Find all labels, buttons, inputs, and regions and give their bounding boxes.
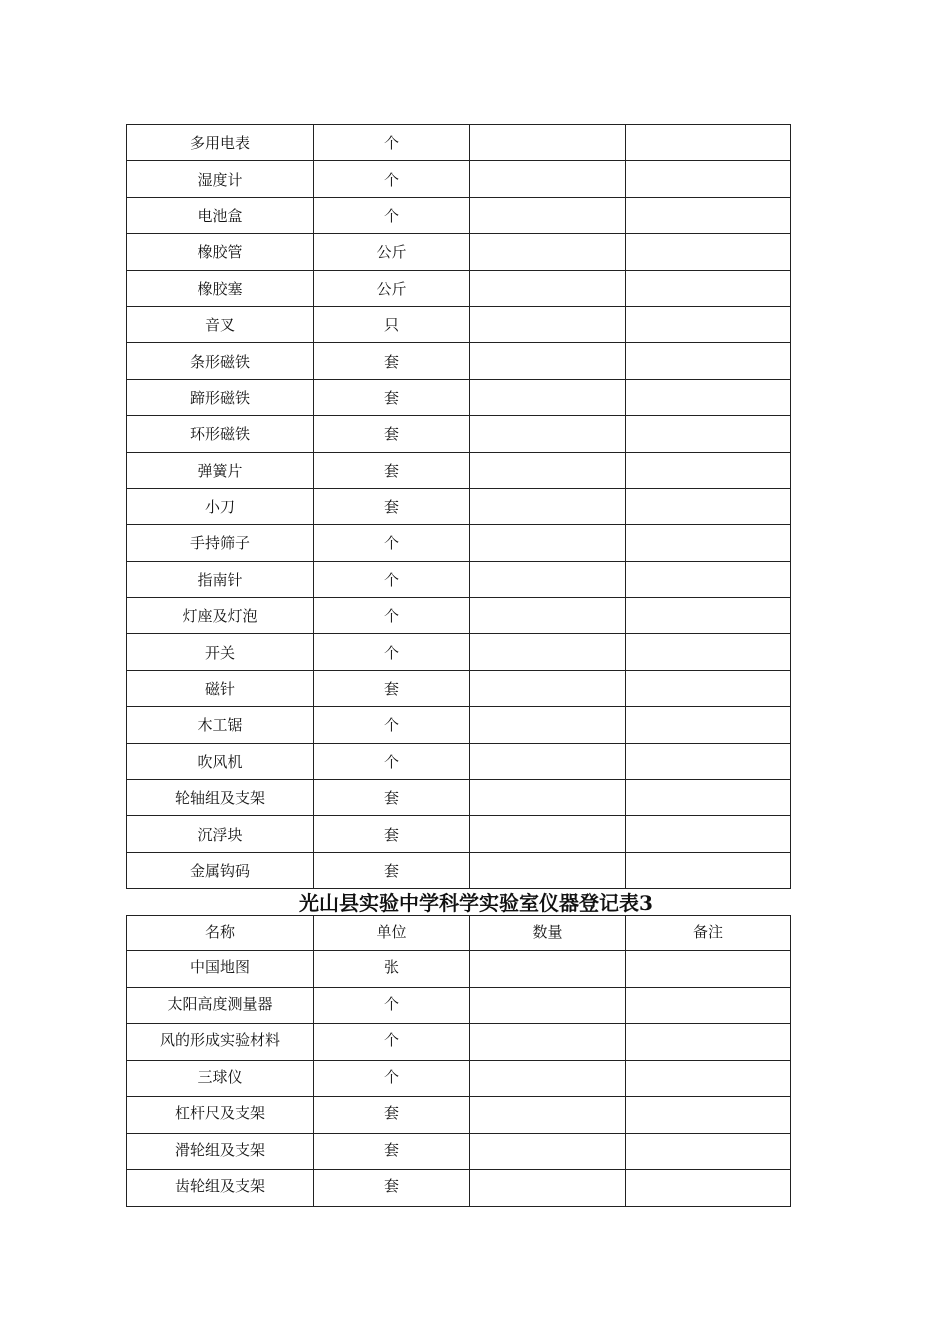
cell-note	[626, 1133, 791, 1170]
cell-unit: 个	[314, 598, 470, 634]
cell-name: 木工锯	[127, 707, 314, 743]
cell-note	[626, 234, 791, 270]
table-row	[127, 488, 791, 524]
table-row	[127, 270, 791, 306]
cell-quantity	[470, 1060, 626, 1097]
table-row	[127, 379, 791, 415]
cell-note	[626, 707, 791, 743]
cell-name: 三球仪	[127, 1060, 314, 1097]
cell-unit: 套	[314, 670, 470, 706]
cell-quantity	[470, 852, 626, 888]
cell-name: 指南针	[127, 561, 314, 597]
cell-unit: 个	[314, 197, 470, 233]
table-row	[127, 634, 791, 670]
cell-note	[626, 306, 791, 342]
cell-name: 吹风机	[127, 743, 314, 779]
cell-name: 电池盒	[127, 197, 314, 233]
cell-quantity	[470, 951, 626, 988]
table-row	[127, 343, 791, 379]
cell-quantity	[470, 525, 626, 561]
cell-note	[626, 852, 791, 888]
table-row	[127, 1024, 791, 1061]
cell-note	[626, 670, 791, 706]
cell-note	[626, 488, 791, 524]
cell-name: 灯座及灯泡	[127, 598, 314, 634]
cell-quantity	[470, 598, 626, 634]
table-row	[127, 561, 791, 597]
cell-note	[626, 379, 791, 415]
cell-unit: 个	[314, 161, 470, 197]
cell-quantity	[470, 416, 626, 452]
cell-quantity	[470, 1024, 626, 1061]
table-row	[127, 525, 791, 561]
cell-quantity	[470, 306, 626, 342]
cell-unit: 公斤	[314, 234, 470, 270]
cell-unit: 套	[314, 488, 470, 524]
cell-note	[626, 1097, 791, 1134]
cell-quantity	[470, 987, 626, 1024]
cell-quantity	[470, 634, 626, 670]
cell-unit: 套	[314, 343, 470, 379]
table-header-row	[127, 916, 791, 951]
cell-note	[626, 525, 791, 561]
cell-quantity	[470, 270, 626, 306]
cell-name: 弹簧片	[127, 452, 314, 488]
cell-unit: 公斤	[314, 270, 470, 306]
cell-name: 小刀	[127, 488, 314, 524]
cell-name: 手持筛子	[127, 525, 314, 561]
register-table-body	[127, 916, 791, 1207]
cell-quantity	[470, 488, 626, 524]
cell-name: 条形磁铁	[127, 343, 314, 379]
equipment-register-table-3	[126, 915, 791, 1207]
header-note: 备注	[626, 916, 791, 951]
cell-name: 滑轮组及支架	[127, 1133, 314, 1170]
cell-quantity	[470, 125, 626, 161]
table-row	[127, 125, 791, 161]
header-quantity: 数量	[470, 916, 626, 951]
cell-unit: 套	[314, 1097, 470, 1134]
cell-unit: 套	[314, 1170, 470, 1207]
cell-name: 环形磁铁	[127, 416, 314, 452]
cell-unit: 个	[314, 987, 470, 1024]
cell-name: 齿轮组及支架	[127, 1170, 314, 1207]
cell-unit: 个	[314, 561, 470, 597]
equipment-table-body	[127, 125, 791, 889]
cell-quantity	[470, 670, 626, 706]
cell-quantity	[470, 197, 626, 233]
cell-note	[626, 1024, 791, 1061]
cell-note	[626, 951, 791, 988]
cell-name: 开关	[127, 634, 314, 670]
equipment-table-continued	[126, 124, 791, 889]
cell-unit: 个	[314, 525, 470, 561]
cell-unit: 套	[314, 816, 470, 852]
cell-note	[626, 270, 791, 306]
cell-quantity	[470, 161, 626, 197]
cell-quantity	[470, 707, 626, 743]
header-unit: 单位	[314, 916, 470, 951]
cell-quantity	[470, 1170, 626, 1207]
table-row	[127, 707, 791, 743]
cell-note	[626, 1170, 791, 1207]
cell-name: 太阳高度测量器	[127, 987, 314, 1024]
cell-unit: 套	[314, 379, 470, 415]
cell-name: 橡胶管	[127, 234, 314, 270]
cell-name: 轮轴组及支架	[127, 780, 314, 816]
table-row	[127, 951, 791, 988]
cell-unit: 套	[314, 780, 470, 816]
cell-note	[626, 125, 791, 161]
cell-unit: 个	[314, 1024, 470, 1061]
cell-name: 杠杆尺及支架	[127, 1097, 314, 1134]
cell-note	[626, 634, 791, 670]
cell-note	[626, 416, 791, 452]
cell-name: 沉浮块	[127, 816, 314, 852]
table-row	[127, 1097, 791, 1134]
table-row	[127, 598, 791, 634]
cell-quantity	[470, 780, 626, 816]
cell-quantity	[470, 343, 626, 379]
cell-note	[626, 987, 791, 1024]
cell-note	[626, 561, 791, 597]
table-row	[127, 1170, 791, 1207]
cell-note	[626, 816, 791, 852]
cell-name: 多用电表	[127, 125, 314, 161]
table-row	[127, 416, 791, 452]
cell-name: 音叉	[127, 306, 314, 342]
cell-quantity	[470, 561, 626, 597]
cell-unit: 只	[314, 306, 470, 342]
table-row	[127, 670, 791, 706]
cell-note	[626, 598, 791, 634]
cell-unit: 张	[314, 951, 470, 988]
cell-name: 中国地图	[127, 951, 314, 988]
cell-name: 磁针	[127, 670, 314, 706]
header-name: 名称	[127, 916, 314, 951]
cell-note	[626, 780, 791, 816]
table-row	[127, 234, 791, 270]
cell-unit: 个	[314, 1060, 470, 1097]
cell-note	[626, 197, 791, 233]
register-title: 光山县实验中学科学实验室仪器登记表3	[299, 891, 653, 915]
cell-name: 金属钩码	[127, 852, 314, 888]
cell-note	[626, 452, 791, 488]
table-row	[127, 452, 791, 488]
table-row	[127, 852, 791, 888]
cell-quantity	[470, 234, 626, 270]
cell-quantity	[470, 1097, 626, 1134]
cell-unit: 套	[314, 416, 470, 452]
cell-unit: 个	[314, 743, 470, 779]
table-row	[127, 1060, 791, 1097]
cell-quantity	[470, 379, 626, 415]
cell-unit: 套	[314, 452, 470, 488]
table-row	[127, 1133, 791, 1170]
cell-quantity	[470, 816, 626, 852]
cell-quantity	[470, 1133, 626, 1170]
table-row	[127, 780, 791, 816]
cell-note	[626, 1060, 791, 1097]
cell-name: 蹄形磁铁	[127, 379, 314, 415]
cell-name: 橡胶塞	[127, 270, 314, 306]
cell-note	[626, 343, 791, 379]
cell-name: 湿度计	[127, 161, 314, 197]
table-row	[127, 306, 791, 342]
cell-unit: 个	[314, 707, 470, 743]
cell-unit: 个	[314, 634, 470, 670]
cell-note	[626, 161, 791, 197]
table-row	[127, 816, 791, 852]
table-row	[127, 987, 791, 1024]
cell-quantity	[470, 743, 626, 779]
table-row	[127, 743, 791, 779]
cell-quantity	[470, 452, 626, 488]
cell-unit: 套	[314, 1133, 470, 1170]
table-row	[127, 161, 791, 197]
table-row	[127, 197, 791, 233]
cell-unit: 套	[314, 852, 470, 888]
cell-unit: 个	[314, 125, 470, 161]
cell-note	[626, 743, 791, 779]
cell-name: 风的形成实验材料	[127, 1024, 314, 1061]
